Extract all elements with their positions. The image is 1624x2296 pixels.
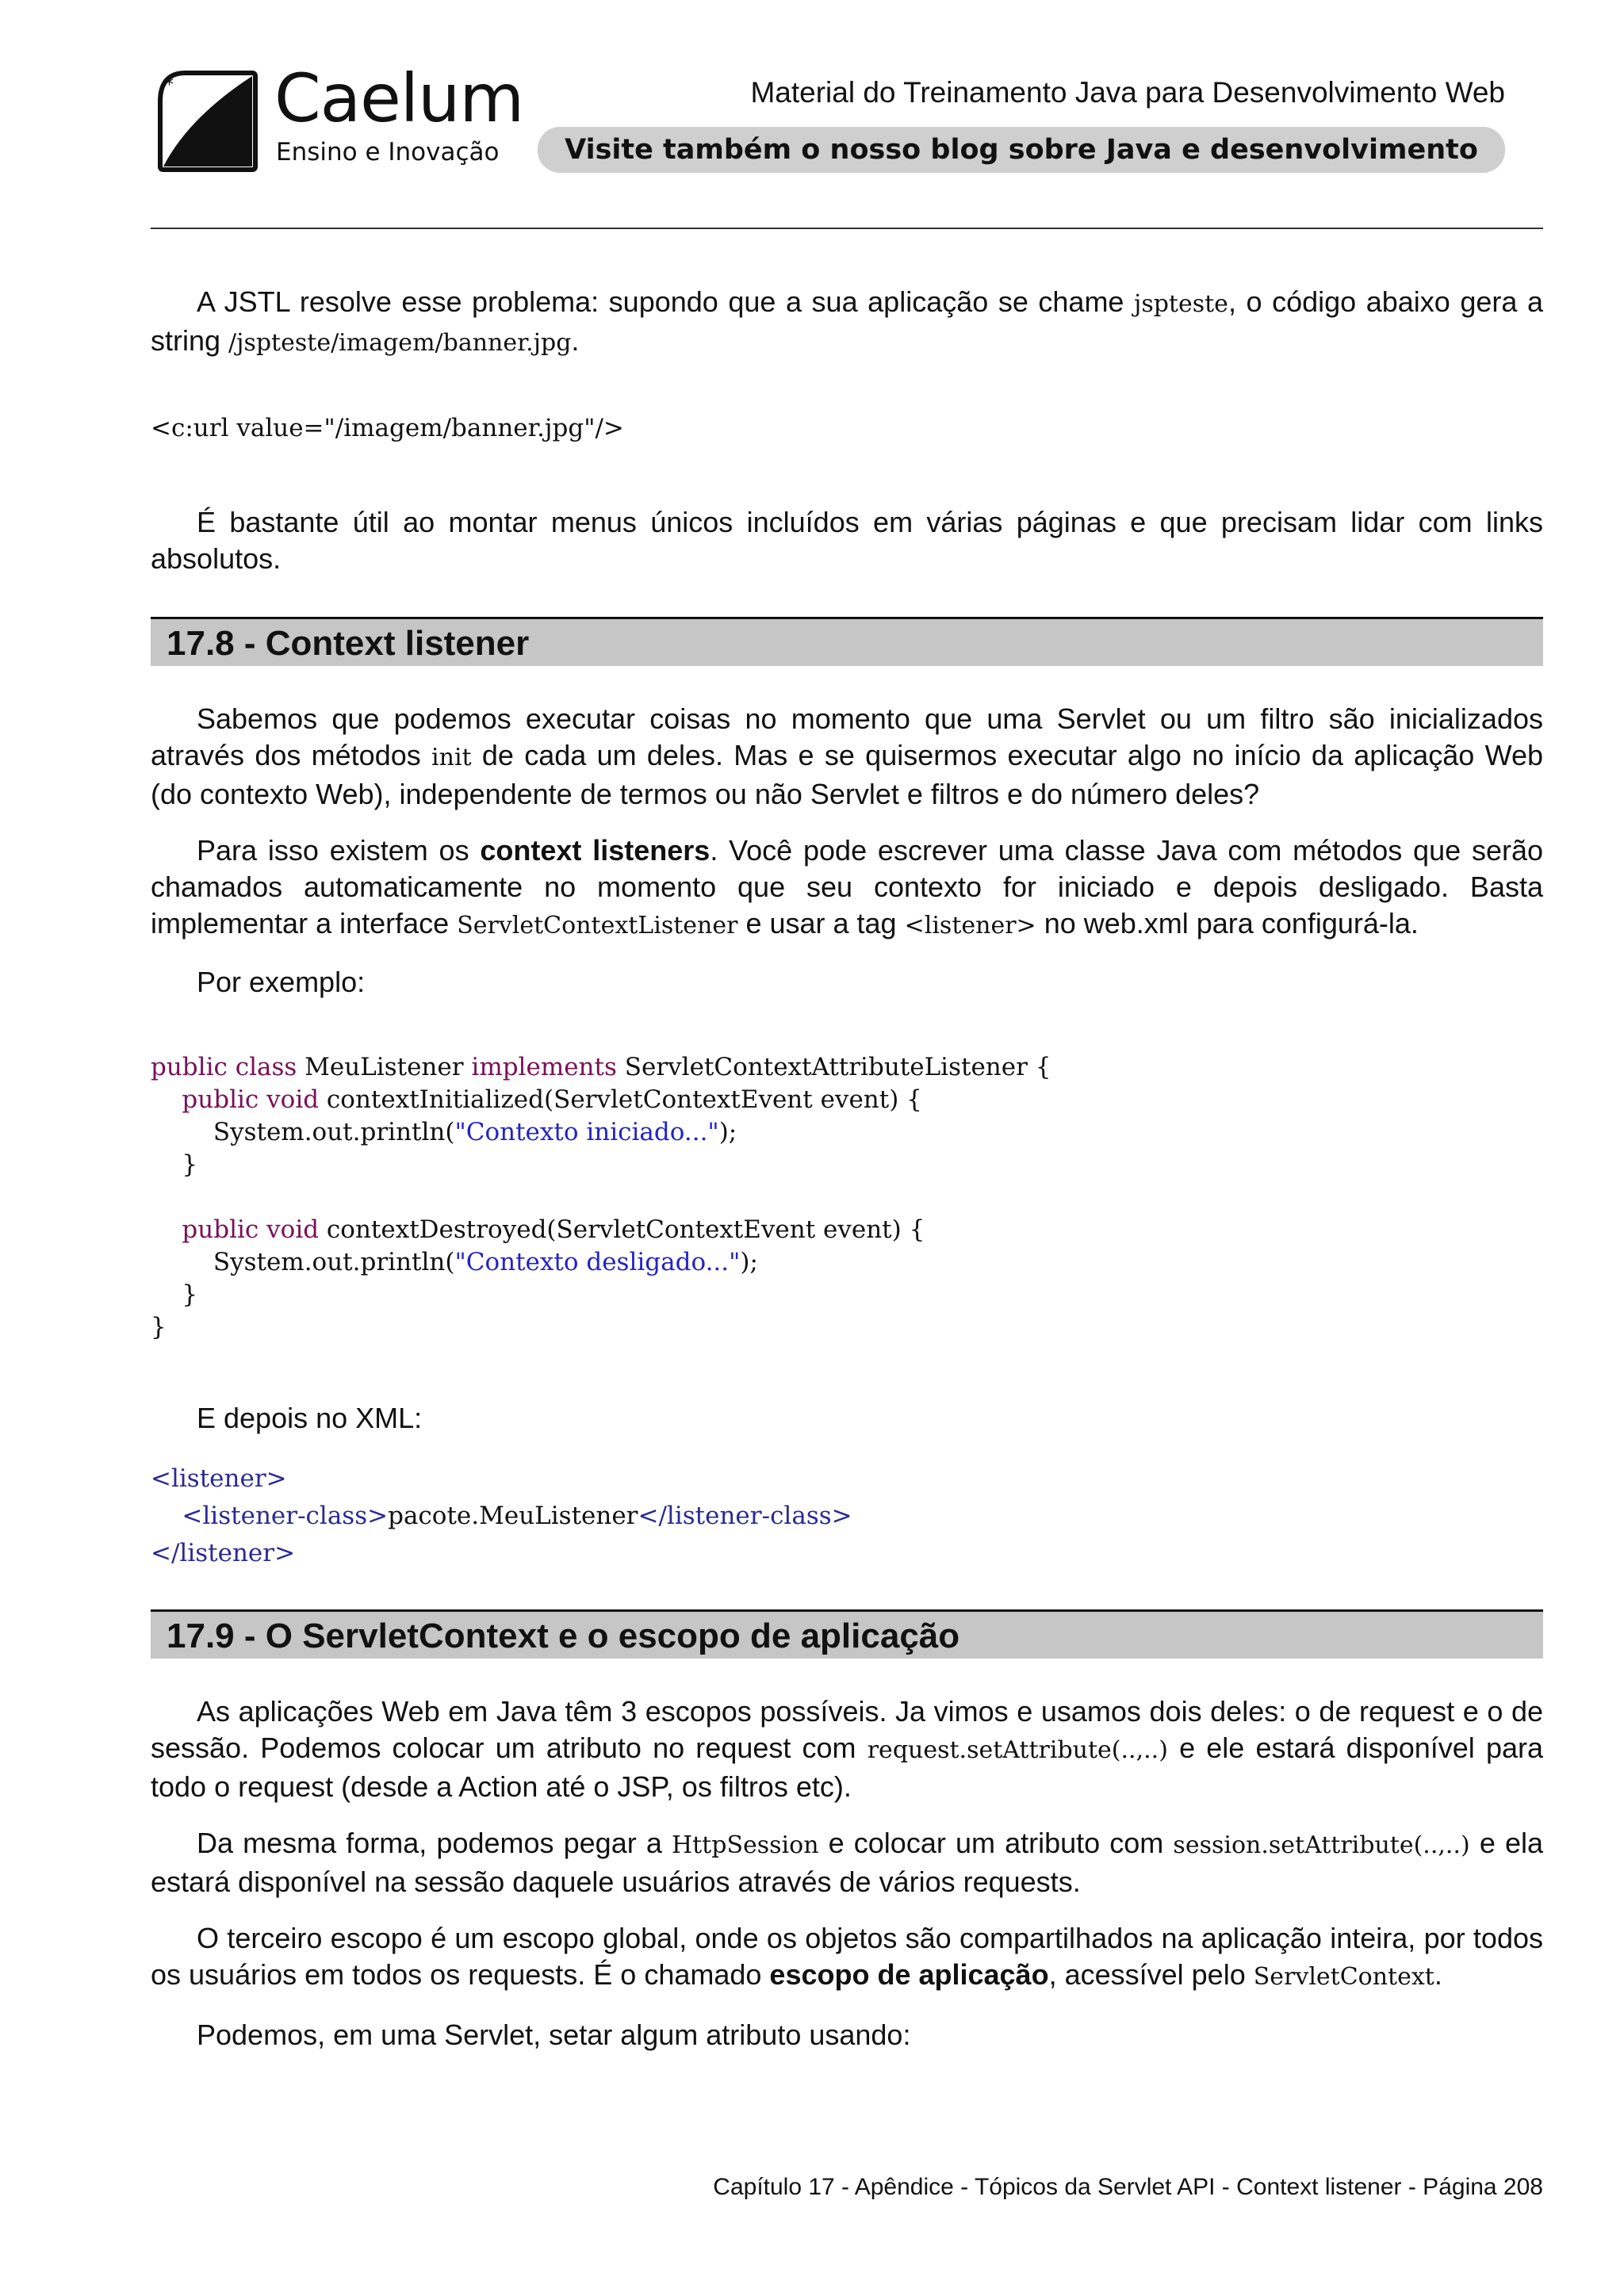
inline-code: /jspteste/imagem/banner.jpg <box>228 329 572 357</box>
header-title: Material do Treinamento Java para Desenvolvimento Web <box>750 76 1505 109</box>
section-178-paragraph-2: Para isso existem os context listeners. Você pode escrever uma classe Java com métodos que serão chamados automaticamente no momento que seu contexto for iniciado e depois desligado. Basta implementar a interface ServletContextListener e usar a tag <listener> no web.xml para configurá-la. <box>151 834 1543 939</box>
section-179-paragraph-2: Da mesma forma, podemos pegar a HttpSession e colocar um atributo com session.setAttribute(..,..) e ela estará disponível na sessão daquele usuários através de vários requests. <box>151 1827 1544 1898</box>
blog-banner[interactable]: Visite também o nosso blog sobre Java e desenvolvimento <box>538 127 1505 173</box>
section-179-paragraph-1: As aplicações Web em Java têm 3 escopos possíveis. Ja vimos e usamos dois deles: o de request e o de sessão. Podemos colocar um atributo no request com request.setAttribute(..,..) e ele estará disponível para todo o request (desde a Action até o JSP, os filtros etc). <box>151 1695 1543 1803</box>
section-heading-17-8: 17.8 - Context listener <box>151 617 1543 666</box>
caelum-logo <box>157 59 524 174</box>
xml-code-block: <listener> <listener-class>pacote.MeuListener</listener-class> </listener> <box>151 1464 852 1567</box>
header-divider <box>151 228 1543 229</box>
section-178-paragraph-3: Por exemplo: <box>197 966 366 998</box>
section-179-paragraph-4: Podemos, em uma Servlet, setar algum atributo usando: <box>197 2019 911 2051</box>
intro-paragraph-1: A JSTL resolve esse problema: supondo que a sua aplicação se chame jspteste, o código abaixo gera a string /jspteste/imagem/banner.jpg. <box>151 285 1543 357</box>
inline-code: HttpSession <box>671 1831 819 1859</box>
logo-tagline: Ensino e Inovação <box>276 138 500 166</box>
inline-code: <listener> <box>904 912 1036 939</box>
section-heading-17-9: 17.9 - O ServletContext e o escopo de aplicação <box>151 1609 1543 1659</box>
inline-code: ServletContextListener <box>457 912 738 939</box>
inline-code: init <box>431 744 472 771</box>
inline-code: jspteste <box>1134 290 1228 318</box>
page-footer: Capítulo 17 - Apêndice - Tópicos da Servlet API - Context listener - Página 208 <box>713 2174 1543 2200</box>
inline-code: session.setAttribute(..,..) <box>1173 1831 1470 1859</box>
inline-code: ServletContext <box>1253 1963 1434 1991</box>
logo-name: Caelum <box>274 59 524 137</box>
section-178-paragraph-4: E depois no XML: <box>197 1402 423 1434</box>
svg-text:*: * <box>165 75 174 95</box>
intro-paragraph-2: É bastante útil ao montar menus únicos incluídos em várias páginas e que precisam lidar com links absolutos. <box>151 506 1543 575</box>
inline-code: request.setAttribute(..,..) <box>867 1736 1168 1764</box>
code-block-curl: <c:url value="/imagem/banner.jpg"/> <box>151 414 624 442</box>
logo-mark-icon <box>157 70 259 173</box>
section-179-paragraph-3: O terceiro escopo é um escopo global, onde os objetos são compartilhados na aplicação inteira, por todos os usuários em todos os requests. É o chamado escopo de aplicação, acessível pelo ServletContext. <box>151 1922 1543 1991</box>
java-code-block: public class MeuListener implements ServletContextAttributeListener { public void contextInitialized(ServletContextEvent event) { System.out.println("Contexto iniciado..."); } public void contextDestroyed(ServletContextEvent event) { System.out.println("Contexto desligado..."); } } <box>151 1053 1051 1341</box>
section-178-paragraph-1: Sabemos que podemos executar coisas no momento que uma Servlet ou um filtro são inicializados através dos métodos init de cada um deles. Mas e se quisermos executar algo no início da aplicação Web (do contexto Web), independente de termos ou não Servlet e filtros e do número deles? <box>151 702 1543 810</box>
